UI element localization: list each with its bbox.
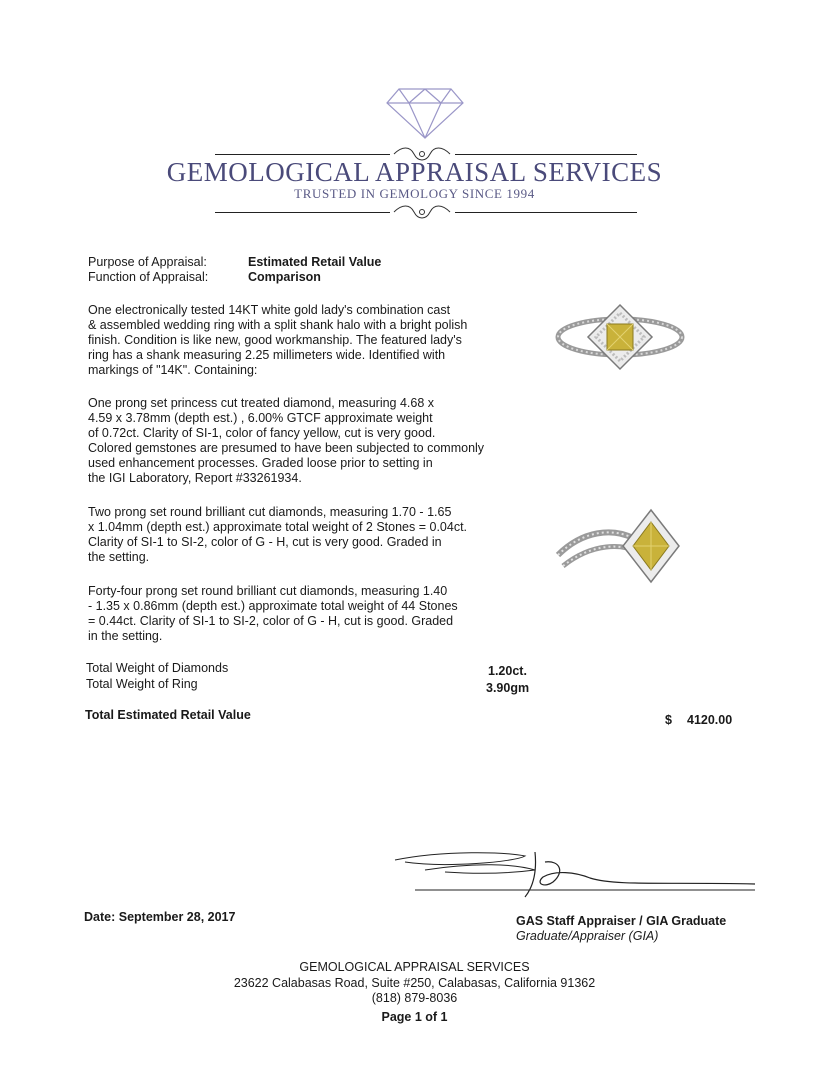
center-stone-paragraph xyxy=(88,396,528,486)
text-line: in the setting. xyxy=(88,629,163,643)
text-line: ring has a shank measuring 2.25 millimeters wide. Identified with xyxy=(88,348,446,362)
header-rule-bottom-left xyxy=(215,212,390,213)
text-line: finish. Condition is like new, good workmanship. The featured lady's xyxy=(88,333,462,347)
header-rule-top-right xyxy=(455,154,637,155)
text-line: 4.59 x 3.78mm (depth est.) , 6.00% GTCF approximate weight xyxy=(88,411,433,425)
text-line: = 0.44ct. Clarity of SI-1 to SI-2, color of G - H, cut is good. Graded xyxy=(88,614,454,628)
appraiser-signature xyxy=(385,842,765,902)
total-ring-weight-value: 3.90gm xyxy=(486,681,530,695)
signer-role: Graduate/Appraiser (GIA) xyxy=(516,929,659,943)
company-tagline: TRUSTED IN GEMOLOGY SINCE 1994 xyxy=(294,186,535,201)
total-retail-label: Total Estimated Retail Value xyxy=(85,708,251,722)
text-line: used enhancement processes. Graded loose prior to setting in xyxy=(88,456,433,470)
currency-symbol: $ xyxy=(665,713,672,727)
text-line: Clarity of SI-1 to SI-2, color of G - H, cut is very good. Graded in xyxy=(88,535,442,549)
text-line: One electronically tested 14KT white gold lady's combination cast xyxy=(88,303,451,317)
text-line: One prong set princess cut treated diamond, measuring 4.68 x xyxy=(88,396,435,410)
text-line: the setting. xyxy=(88,550,150,564)
text-line: Two prong set round brilliant cut diamonds, measuring 1.70 - 1.65 xyxy=(88,505,452,519)
text-line: the IGI Laboratory, Report #33261934. xyxy=(88,471,302,485)
total-diamonds-value: 1.20ct. xyxy=(488,664,527,678)
diamond-logo-icon xyxy=(385,85,465,140)
text-line: Forty-four prong set round brilliant cut diamonds, measuring 1.40 xyxy=(88,584,448,598)
function-value: Comparison xyxy=(248,270,321,284)
header-rule-top-left xyxy=(215,154,390,155)
page-number: Page 1 of 1 xyxy=(381,1010,448,1024)
footer-phone: (818) 879-8036 xyxy=(371,991,458,1005)
appraisal-date: Date: September 28, 2017 xyxy=(84,910,236,924)
function-label: Function of Appraisal: xyxy=(88,270,209,284)
ring-photo-top xyxy=(555,295,685,375)
text-line: & assembled wedding ring with a split shank halo with a bright polish xyxy=(88,318,468,332)
purpose-label: Purpose of Appraisal: xyxy=(88,255,207,269)
flourish-bottom-icon xyxy=(392,204,452,220)
text-line: of 0.72ct. Clarity of SI-1, color of fancy yellow, cut is very good. xyxy=(88,426,436,440)
ring-photo-side xyxy=(553,500,683,590)
text-line: - 1.35 x 0.86mm (depth est.) approximate total weight of 44 Stones xyxy=(88,599,458,613)
text-line: markings of "14K". Containing: xyxy=(88,363,258,377)
text-line: x 1.04mm (depth est.) approximate total weight of 2 Stones = 0.04ct. xyxy=(88,520,468,534)
footer-address: 23622 Calabasas Road, Suite #250, Calabasas, California 91362 xyxy=(233,976,596,990)
accent-stones-paragraph xyxy=(88,505,528,565)
description-paragraph xyxy=(88,303,528,378)
signer-title: GAS Staff Appraiser / GIA Graduate xyxy=(516,914,727,928)
total-retail-value: 4120.00 xyxy=(687,713,733,727)
total-diamonds-label: Total Weight of Diamonds xyxy=(86,661,229,675)
footer-company: GEMOLOGICAL APPRAISAL SERVICES xyxy=(299,960,530,974)
text-line: Colored gemstones are presumed to have been subjected to commonly xyxy=(88,441,485,455)
purpose-value: Estimated Retail Value xyxy=(248,255,382,269)
company-title: GEMOLOGICAL APPRAISAL SERVICES xyxy=(166,157,663,187)
total-ring-weight-label: Total Weight of Ring xyxy=(86,677,198,691)
melee-stones-paragraph xyxy=(88,584,528,644)
header-rule-bottom-right xyxy=(455,212,637,213)
